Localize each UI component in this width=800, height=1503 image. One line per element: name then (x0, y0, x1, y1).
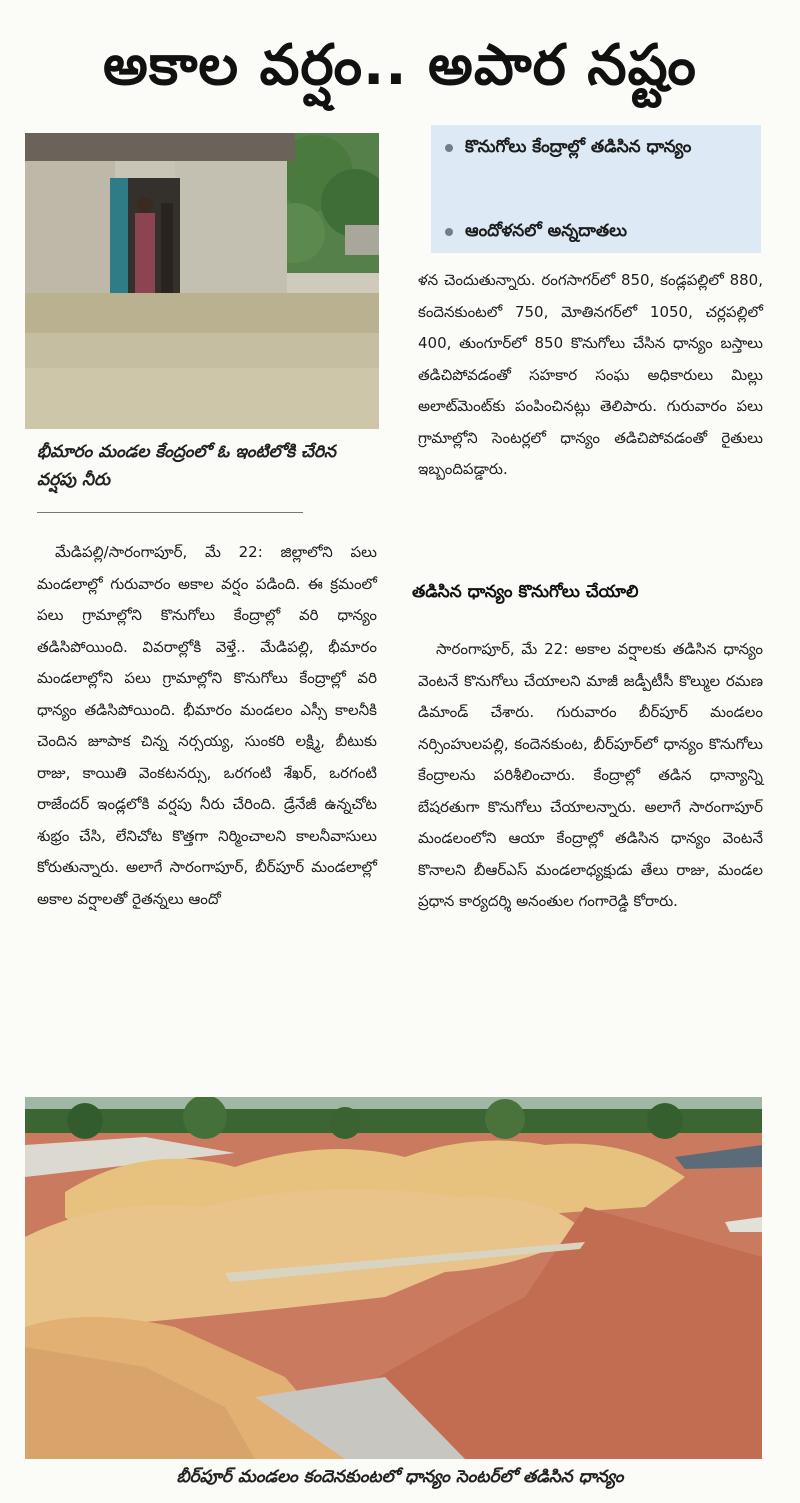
headline: అకాల వర్షం.. అపార నష్టం (103, 33, 697, 98)
bullet-icon (445, 144, 453, 152)
photo-caption-top: భీమారం మండల కేంద్రంలో ఓ ఇంటిలోకి చేరిన వర్షపు నీరు (37, 442, 336, 490)
story-body: మేడిపల్లి/సారంగాపూర్, మే 22: జిల్లాలోని పలు మండలాల్లో గురువారం అకాల వర్షం పడింది. ఈ క్రమంలో పలు గ్రామాల్లోని కొనుగోలు కేంద్రాల్లో వరి ధాన్యం తడిసిపోయింది. వివరాల్లోకి వెళ్తే.. మేడిపల్లి, భీమారం మండలాల్లోని పలు గ్రామాల్లోని కొనుగోలు కేంద్రాల్లో వరి ధాన్యం తడిసిపోయింది. భీమారం మండలం ఎస్సీ కాలనీకి చెందిన జూపాక చిన్న నర్సయ్య, సుంకరి లక్ష్మి, బీటుకు రాజు, కాయితి వెంకటనర్సు, ఒరగంటి శేఖర్, ఒరగంటి రాజేందర్ ఇండ్లలోకి వర్షపు నీరు చేరింది. డ్రేనేజీ ఉన్నచోట శుభ్రం చేసి, లేనిచోట కొత్తగా నిర్మించాలని కాలనీవాసులు కోరుతున్నారు. అలాగే సారంగాపూర్, బీర్‌పూర్ మండలాల్లో అకాల వర్షాలతో రైతన్నలు ఆందో (37, 543, 377, 908)
highlight-text: ఆందోళనలో అన్నదాతలు (465, 221, 628, 241)
highlight-text: కొనుగోలు కేంద్రాల్లో తడిసిన ధాన్యం (465, 137, 692, 157)
highlights-box (431, 125, 761, 253)
story-body-second: సారంగాపూర్, మే 22: అకాల వర్షాలకు తడిసిన ధాన్యం వెంటనే కొనుగోలు చేయాలని మాజీ జడ్పీటీసీ కొల్ముల రమణ డిమాండ్ చేశారు. గురువారం బీర్‌పూర్ మండలం నర్సింహులపల్లి, కందెనకుంట, బీర్‌పూర్‌లో ధాన్యం కొనుగోలు కేంద్రాలను పరిశీలించారు. కేంద్రాల్లో తడిన ధాన్యాన్ని బేషరతుగా కొనుగోలు చేయాలన్నారు. అలాగే సారంగాపూర్ మండలంలోని ఆయా కేంద్రాల్లో తడిసిన ధాన్యం వెంటనే కొనాలని బీఆర్ఎస్ మండలాధ్యక్షుడు తేలు రాజు, మండల ప్రధాన కార్యదర్శి అనంతుల గంగారెడ్డి కోరారు. (418, 640, 763, 910)
story-body-continued: ళన చెందుతున్నారు. రంగసాగర్‌లో 850, కండ్లపల్లిలో 880, కందెనకుంటలో 750, మోతినగర్‌లో 1050, చర్లపల్లిలో 400, తుంగూర్‌లో 850 కొనుగోలు చేసిన ధాన్యం బస్తాలు తడిచిపోవడంతో సహకార సంఘ అధికారులు మిల్లు అలాట్‌మెంట్‌కు పంపించినట్లు తెలిపారు. గురువారం పలు గ్రామాల్లోని సెంటర్లలో ధాన్యం తడిచిపోవడంతో రైతులు ఇబ్బందిపడ్డారు. (418, 271, 763, 478)
highlight-item (445, 133, 745, 161)
flooded-house-photo (25, 133, 379, 429)
highlight-item (445, 217, 745, 245)
subheading: తడిసిన ధాన్యం కొనుగోలు చేయాలి (412, 582, 639, 602)
photo-caption-bottom: బీర్‌పూర్ మండలం కందెనకుంటలో ధాన్యం సెంటర్‌లో తడిసిన ధాన్యం (176, 1467, 624, 1487)
wet-grain-photo (25, 1097, 762, 1459)
caption-divider (37, 512, 303, 513)
bullet-icon (445, 228, 453, 236)
